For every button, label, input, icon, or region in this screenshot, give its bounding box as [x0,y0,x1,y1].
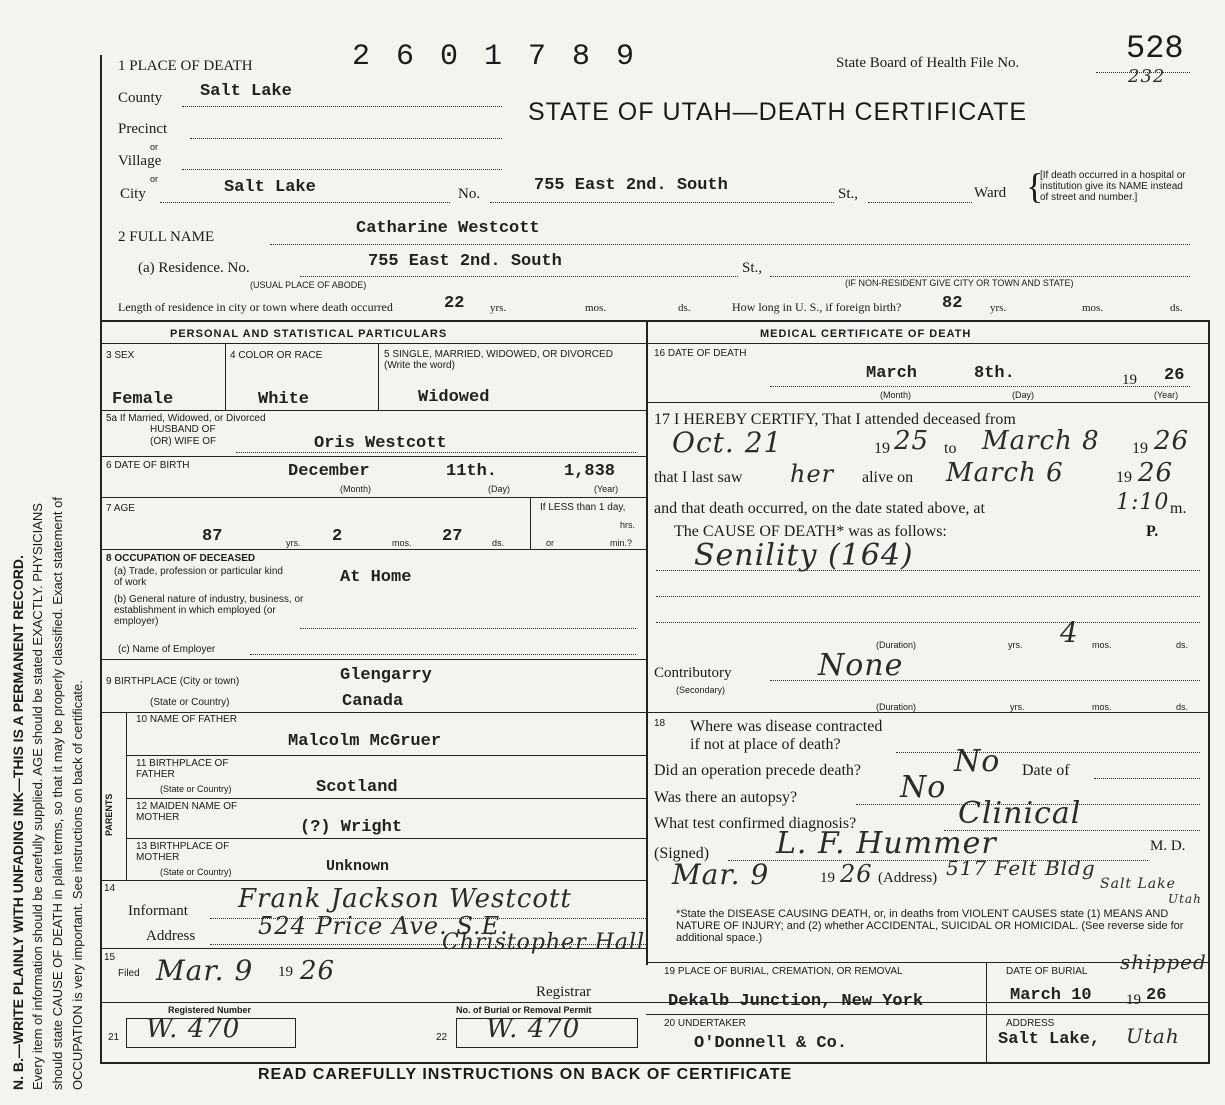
registered-number-value: W. 470 [146,1014,241,1044]
certificate-title: STATE OF UTAH—DEATH CERTIFICATE [528,98,1028,126]
county-label: County [118,90,163,106]
father-value: Malcolm McGruer [288,732,442,751]
father-birthplace-label: 11 BIRTHPLACE OF FATHER [136,758,229,780]
lastsaw-label: that I last saw [654,469,743,486]
us-label: How long in U. S., if foreign birth? [732,300,902,314]
date-of-dots [1094,778,1200,779]
row-rule-3 [100,497,646,498]
cause-label: The CAUSE OF DEATH* was as follows: [674,523,947,540]
pm-label: P. [1146,523,1159,540]
sex-value: Female [112,390,174,409]
grid-center [646,320,648,965]
physician-signature: L. F. Hummer [776,826,997,861]
dob-year-label: (Year) [594,484,619,494]
age-label: 7 AGE [106,503,135,514]
residence-value: 755 East 2nd. South [368,252,562,271]
informant-value: Frank Jackson Westcott [238,884,572,914]
undertaker-address-state: Utah [1126,1024,1180,1048]
item-21-number: 21 [108,1032,120,1043]
mother-birthplace-label: 13 BIRTHPLACE OF MOTHER [136,841,230,863]
file-no-sub: 232 [1128,66,1166,87]
precinct-dots [190,138,502,139]
occurred-label: and that death occurred, on the date stated above, at [654,500,985,517]
margin-line-3: should state CAUSE OF DEATH in plain terms, so that it may be properly classified. Exact statement of [50,497,65,1090]
street-dots [490,202,834,203]
med-rule-4 [646,1014,1210,1015]
county-dots [182,106,502,107]
dod-day-label: (Day) [1012,390,1034,400]
test-label: What test confirmed diagnosis? [654,815,857,832]
residence-st-label: St., [742,260,763,276]
frame-left [100,55,102,1063]
physician-address-state: Utah [1168,892,1202,906]
husband-label-1: 5a If Married, Widowed, or Divorced [106,413,266,424]
informant-address-label: Address [146,928,196,944]
personal-heading-rule [100,343,646,344]
dod-label: 16 DATE OF DEATH [654,348,747,359]
secondary-label: (Secondary) [676,685,726,695]
street-value: 755 East 2nd. South [534,176,728,195]
contributory-value: None [818,648,904,683]
lastsaw-year-prefix: 19 [1116,469,1132,486]
husband-dots [236,452,636,453]
cause-dots-2 [656,596,1200,597]
to-label: to [944,440,957,457]
length-yrs-value: 22 [444,294,465,313]
cause-dots-1 [656,570,1200,571]
residence-label: (a) Residence. No. [138,260,250,276]
employer-label: (c) Name of Employer [118,644,216,655]
us-yrs-label: yrs. [990,302,1007,314]
undertaker-address-value: Salt Lake, [998,1030,1101,1049]
st-dots [868,202,972,203]
frame-bottom [100,1062,1210,1064]
husband-label-2: HUSBAND OF [150,424,216,435]
physician-address-city: Salt Lake [1100,876,1176,892]
m-label: m. [1170,500,1187,517]
medical-heading-rule [646,343,1210,344]
signed-label: (Signed) [654,845,710,862]
certify-label: 17 I HEREBY CERTIFY, That I attended deceased from [654,411,1016,428]
hrs-label: hrs. [620,520,636,530]
or-2: or [150,174,159,184]
registered-number-label: Registered Number [168,1005,252,1015]
margin-line-4: OCCUPATION is very important. See instructions on back of certificate. [70,680,85,1090]
item-18-number: 18 [654,718,666,729]
undertaker-address-label: ADDRESS [1006,1018,1055,1029]
md-label: M. D. [1150,838,1186,854]
undertaker-value: O'Donnell & Co. [694,1034,848,1053]
dod-month-value: March [866,364,918,383]
to-year-prefix: 19 [1132,440,1148,457]
contrib-mos-label: mos. [1092,702,1112,712]
father-bp-state-label: (State or Country) [160,784,232,794]
personal-heading: PERSONAL AND STATISTICAL PARTICULARS [170,328,448,340]
alive-on-label: alive on [862,469,914,486]
physician-address-label: (Address) [878,870,938,886]
lastsaw-pronoun: her [790,460,835,488]
dod-year-prefix: 19 [1122,372,1137,388]
contrib-duration-label: (Duration) [876,702,917,712]
length-label: Length of residence in city or town where death occurred [118,300,393,314]
burial-date-value: March 10 [1010,986,1092,1005]
ward-label: Ward [974,185,1007,201]
county-value: Salt Lake [200,82,292,101]
file-no-label: State Board of Health File No. [836,55,1020,71]
precinct-label: Precinct [118,121,168,137]
dod-year-label: (Year) [1154,390,1179,400]
filed-year-prefix: 19 [278,964,293,980]
parents-label: PARENTS [104,793,114,836]
mother-bp-state-label: (State or Country) [160,867,232,877]
shipped-note: shipped [1120,950,1207,974]
village-dots [182,169,502,170]
certificate-number: 2 6 0 1 7 8 9 [352,40,639,74]
burial-place-value: Dekalb Junction, New York [668,992,924,1011]
father-birthplace-value: Scotland [316,778,398,797]
med-rule-1 [646,402,1210,403]
age-yrs-label: yrs. [286,538,301,548]
contrib-ds-label: ds. [1176,702,1189,712]
full-name-label: 2 FULL NAME [118,229,215,245]
footer-instructions: READ CAREFULLY INSTRUCTIONS ON BACK OF CERTIFICATE [258,1066,793,1083]
age-divider [530,497,531,549]
us-ds-label: ds. [1170,302,1183,314]
city-value: Salt Lake [224,178,316,197]
margin-line-1: N. B.—WRITE PLAINLY WITH UNFADING INK—THIS IS A PERMANENT RECORD. [10,555,26,1090]
dob-month-label: (Month) [340,484,372,494]
residence-dots [300,276,738,277]
sex-label: 3 SEX [106,350,135,361]
row-rule-9 [126,838,646,839]
occupation-label: 8 OCCUPATION OF DECEASED [106,553,256,564]
birthplace-city-value: Glengarry [340,666,432,685]
st-label: St., [838,186,859,202]
mother-birthplace-value: Unknown [326,858,390,875]
residence-st-dots [770,276,1190,277]
operation-value: No [954,744,1001,779]
color-value: White [258,390,310,409]
from-year-value: 25 [894,426,930,456]
med-rule-2 [646,712,1210,713]
city-dots [160,202,450,203]
husband-value: Oris Westcott [314,434,447,453]
min-label: min.? [610,538,633,548]
nonres-note: (IF NON-RESIDENT GIVE CITY OR TOWN AND STATE) [845,278,1074,288]
no-label: No. [458,186,481,202]
file-no: 528 [1126,30,1184,67]
dob-year-value: 1,838 [564,462,616,481]
autopsy-value: No [900,770,947,805]
informant-label: Informant [128,903,188,919]
signed-date: Mar. 9 [672,858,770,891]
row-rule-7 [126,755,646,756]
attended-to-date: March 8 [982,426,1100,456]
registrar-label: Registrar [536,984,591,1000]
item-14-number: 14 [104,883,116,894]
or-label: or [546,538,555,548]
from-year-prefix: 19 [874,440,890,457]
row-rule-5 [100,659,646,660]
registrar-signature: Christopher Hall [442,930,646,955]
length-ds-label: ds. [678,302,691,314]
color-label: 4 COLOR OR RACE [230,350,323,361]
ward-brace: { [1026,166,1044,206]
us-yrs-value: 82 [942,294,963,313]
date-of-label: Date of [1022,762,1070,779]
row-rule-1 [100,410,646,411]
parents-divider [126,712,127,880]
full-name-dots [270,244,1190,245]
duration-value: 4 [1060,616,1079,649]
mother-value: (?) Wright [300,818,403,837]
burial-permit-label: No. of Burial or Removal Permit [456,1005,592,1015]
dob-month-value: December [288,462,370,481]
contributory-dots [770,680,1200,681]
informant-address-value: 524 Price Ave. S.E. [258,912,509,940]
place-of-death-label: 1 PLACE OF DEATH [118,58,253,74]
row-rule-8 [126,798,646,799]
contrib-yrs-label: yrs. [1010,702,1025,712]
undertaker-label: 20 UNDERTAKER [664,1018,746,1029]
marital-label: 5 SINGLE, MARRIED, WIDOWED, OR DIVORCED (Write the word) [384,349,613,371]
to-year-value: 26 [1154,426,1190,456]
ward-note: [If death occurred in a hospital or institution give its NAME instead of street and number.] [1040,170,1186,203]
cause-value: Senility (164) [694,538,914,573]
contributory-label: Contributory [654,665,732,681]
length-yrs-label: yrs. [490,302,507,314]
row-rule-4 [100,549,646,550]
duration-mos-label: mos. [1092,640,1112,650]
q18-dots [896,752,1200,753]
frame-right [1208,320,1210,1064]
burial-year-prefix: 19 [1126,992,1141,1008]
usual-abode-label: (USUAL PLACE OF ABODE) [250,280,367,290]
filed-label: Filed [118,968,140,979]
date-of-burial-label: DATE OF BURIAL [1006,966,1088,977]
occupation-b-dots [300,628,636,629]
occupation-b-label: (b) General nature of industry, business, or establishment in which employed (or employer) [114,594,304,627]
age-mos-value: 2 [332,527,343,546]
state-cause-note: *State the DISEASE CAUSING DEATH, or, in deaths from VIOLENT CAUSES state (1) MEANS AND NATURE OF INJURY; and (2) whether ACCIDENTAL, SUICIDAL OR HOMICIDAL. (See reverse side for additional space.) [676,908,1184,944]
row-rule-6 [100,712,646,713]
grid-top [100,320,1210,322]
duration-label: (Duration) [876,640,917,650]
age-ds-value: 27 [442,527,463,546]
city-label: City [120,186,146,202]
color-divider [378,343,379,410]
margin-line-2: Every item of information should be carefully supplied. AGE should be stated EXACTLY. PHYSICIANS [30,503,45,1090]
dod-dots [770,386,1190,387]
dob-label: 6 DATE OF BIRTH [106,460,190,471]
age-ds-label: ds. [492,538,505,548]
full-name-value: Catharine Westcott [356,219,540,238]
duration-ds-label: ds. [1176,640,1189,650]
marital-value: Widowed [418,388,490,407]
occupation-value: At Home [340,568,412,587]
signed-year-value: 26 [840,860,873,888]
q18-label-a: Where was disease contracted [690,718,883,735]
sex-divider [225,343,226,410]
employer-dots [250,654,636,655]
burial-year-value: 26 [1146,986,1167,1005]
signed-year-prefix: 19 [820,870,835,886]
village-label: Village [118,153,162,169]
us-mos-label: mos. [1082,302,1104,314]
lastsaw-year-value: 26 [1138,458,1174,488]
item-22-number: 22 [436,1032,448,1043]
filed-year-value: 26 [300,956,336,986]
or-1: or [150,142,159,152]
filed-value: Mar. 9 [156,954,254,987]
age-yrs-value: 87 [202,527,223,546]
birthplace-state-label: (State or Country) [150,697,230,708]
burial-permit-value: W. 470 [486,1014,581,1044]
occupation-a-label: (a) Trade, profession or particular kind of work [114,566,283,588]
lastsaw-date: March 6 [946,458,1064,488]
duration-yrs-label: yrs. [1008,640,1023,650]
operation-label: Did an operation precede death? [654,762,862,779]
medical-heading: MEDICAL CERTIFICATE OF DEATH [760,328,972,340]
less-than-label: If LESS than 1 day, [540,502,626,513]
dod-day-value: 8th. [974,364,1015,383]
mother-name-label: 12 MAIDEN NAME OF MOTHER [136,801,238,823]
dod-year-value: 26 [1164,366,1185,385]
age-mos-label: mos. [392,538,412,548]
q18-label-b: if not at place of death? [690,736,841,753]
dob-day-label: (Day) [488,484,510,494]
birthplace-country-value: Canada [342,692,404,711]
burial-divider [986,962,987,1062]
burial-place-label: 19 PLACE OF BURIAL, CREMATION, OR REMOVAL [664,966,903,977]
physician-address-value: 517 Felt Bldg [946,856,1096,880]
dod-month-label: (Month) [880,390,912,400]
file-no-dots [1096,72,1190,73]
attended-from-date: Oct. 21 [672,426,783,459]
test-value: Clinical [958,796,1082,831]
row-rule-10 [100,880,646,881]
row-rule-2 [100,456,646,457]
dob-day-value: 11th. [446,462,498,481]
time-value: 1:10 [1116,490,1170,515]
length-mos-label: mos. [585,302,607,314]
birthplace-label: 9 BIRTHPLACE (City or town) [106,676,240,687]
father-name-label: 10 NAME OF FATHER [136,714,237,725]
cause-dots-3 [656,622,1200,623]
husband-label-3: (OR) WIFE OF [150,436,217,447]
autopsy-label: Was there an autopsy? [654,789,798,806]
item-15-number: 15 [104,952,116,963]
